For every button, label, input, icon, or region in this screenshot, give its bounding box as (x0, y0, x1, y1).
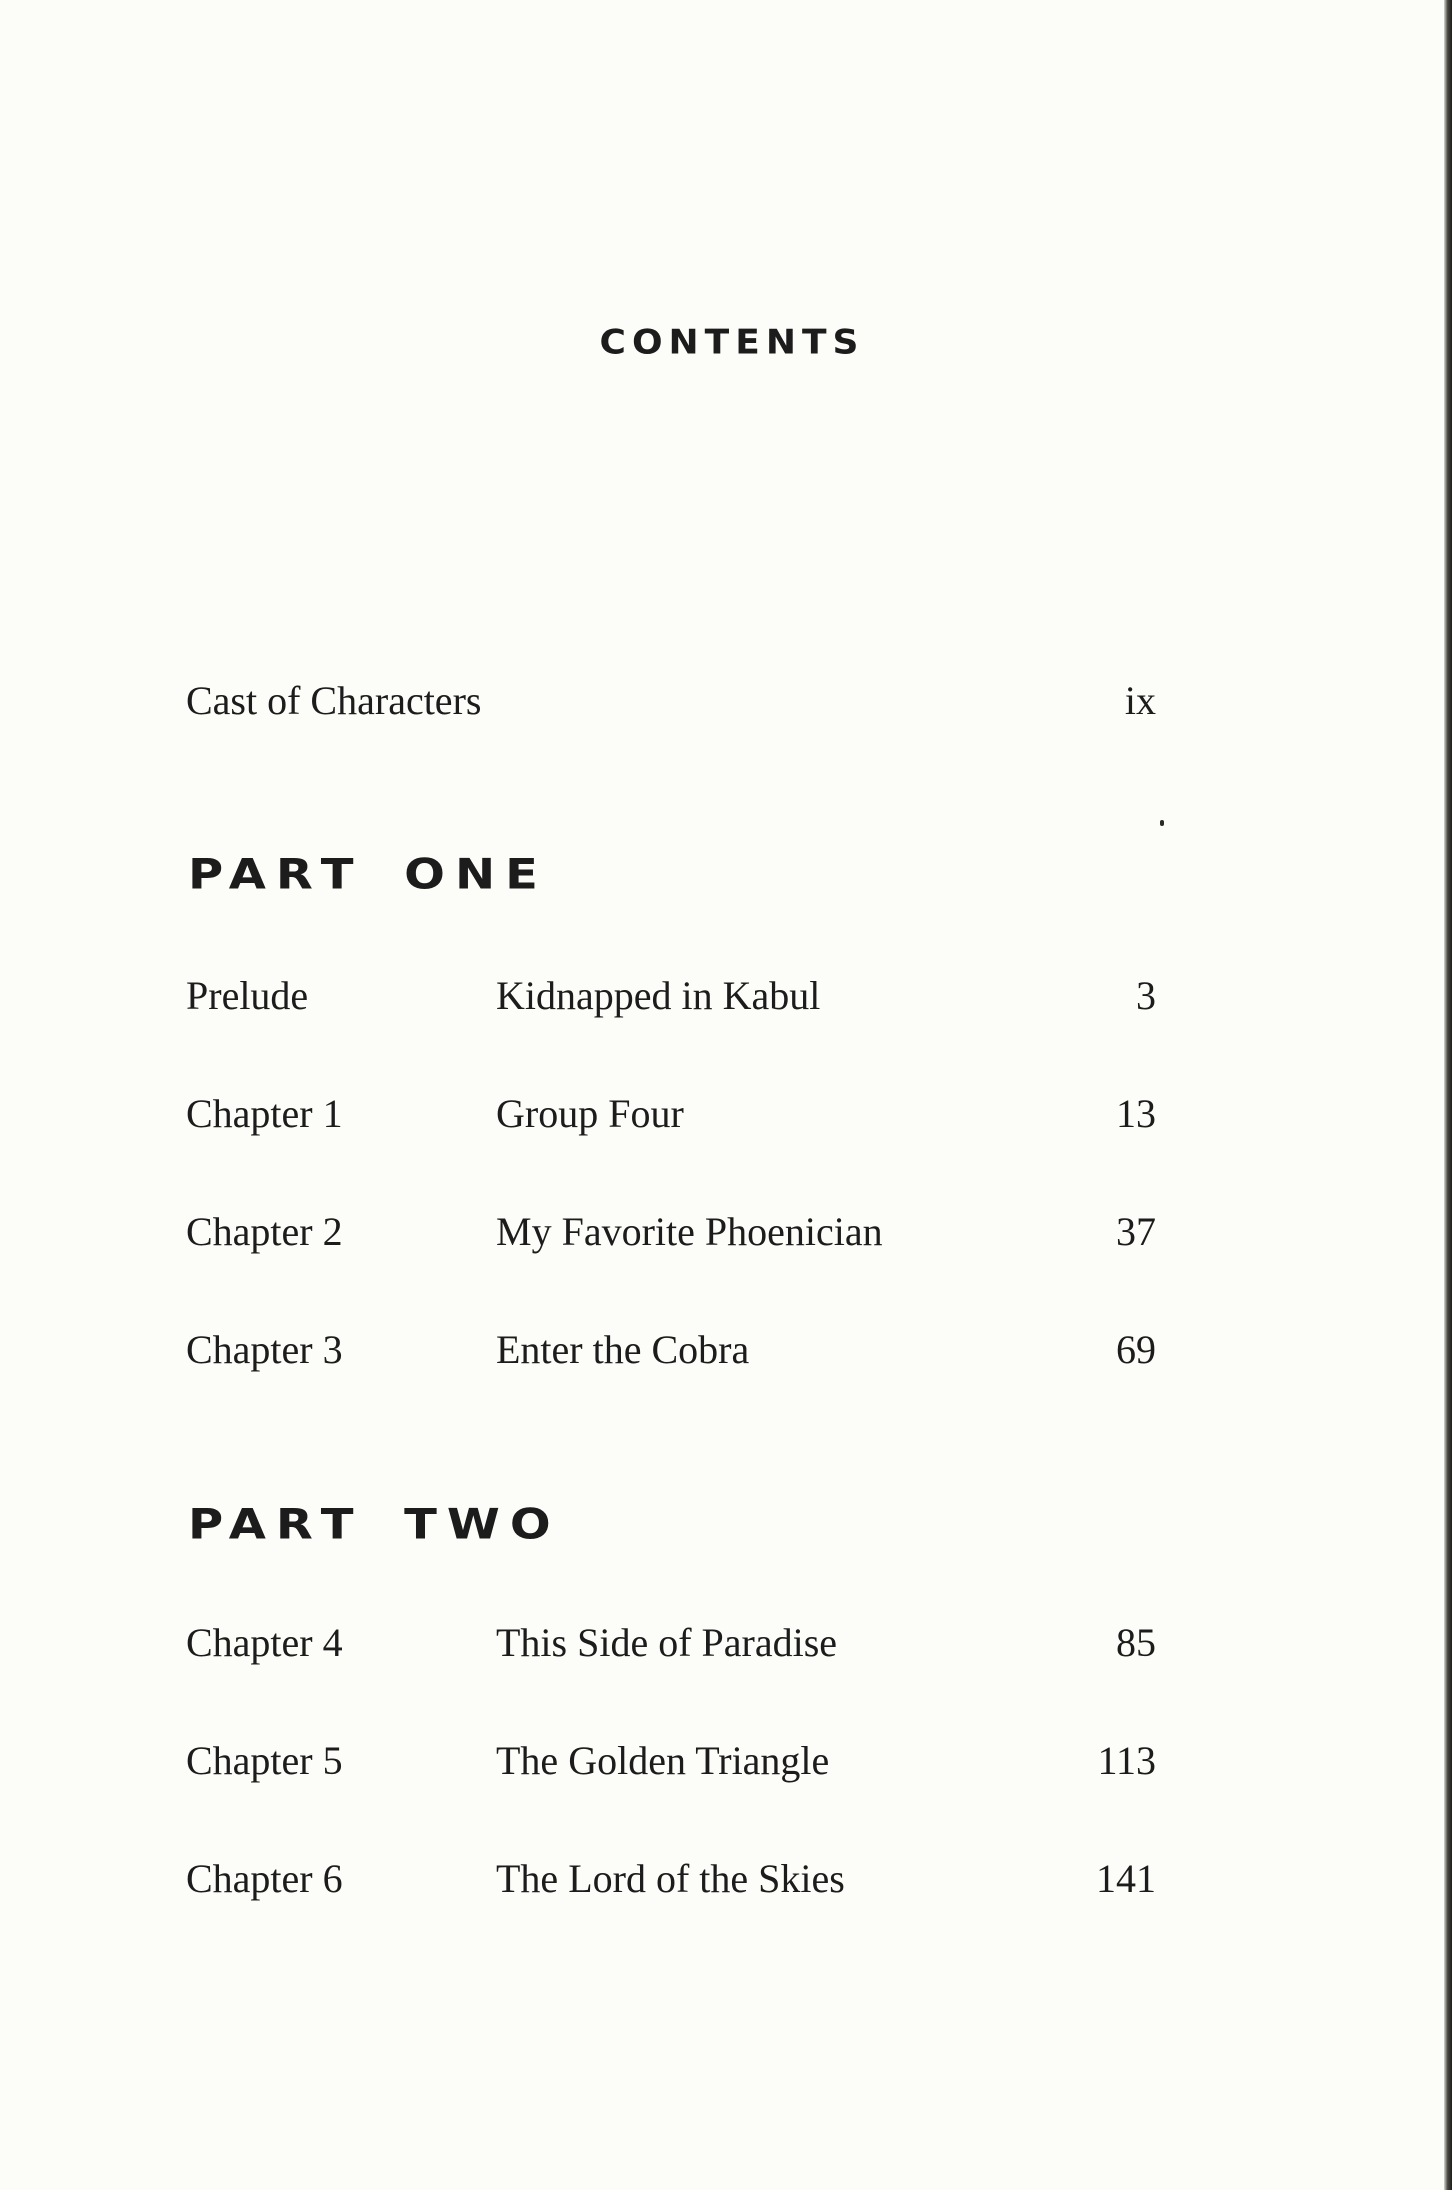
toc-entry-page: 37 (1116, 1209, 1156, 1254)
toc-entry (0, 1084, 1452, 1144)
toc-entry-label: Prelude (186, 973, 309, 1018)
toc-entry-label: Cast of Characters (186, 678, 482, 723)
toc-entry-label: Chapter 3 (186, 1327, 343, 1372)
toc-entry-title: My Favorite Phoenician (496, 1209, 883, 1254)
toc-entry (0, 1613, 1452, 1673)
toc-entry-title: Group Four (496, 1091, 684, 1136)
toc-entry-cast-of-characters (0, 671, 1452, 731)
toc-entry-page: 69 (1116, 1327, 1156, 1372)
toc-entry-page: ix (1124, 678, 1156, 723)
toc-entry-title: The Golden Triangle (496, 1738, 830, 1783)
toc-entry-title: Enter the Cobra (496, 1327, 750, 1372)
toc-entry-page: 85 (1116, 1620, 1156, 1665)
toc-entry (0, 1849, 1452, 1909)
toc-entry (0, 966, 1452, 1026)
toc-entry-page: 13 (1116, 1091, 1156, 1136)
toc-entry-title: Kidnapped in Kabul (496, 973, 821, 1018)
part-one-heading: PART ONE (188, 850, 548, 900)
part-two-heading: PART TWO (188, 1500, 561, 1550)
toc-entry-label: Chapter 2 (186, 1209, 343, 1254)
toc-entry-label: Chapter 5 (186, 1738, 343, 1783)
toc-entry-label: Chapter 6 (186, 1856, 343, 1901)
toc-entry-title: The Lord of the Skies (496, 1856, 845, 1901)
toc-entry-title: This Side of Paradise (496, 1620, 838, 1665)
toc-entry (0, 1731, 1452, 1791)
toc-entry (0, 1320, 1452, 1380)
toc-entry-label: Chapter 4 (186, 1620, 343, 1665)
toc-entry-page: 113 (1097, 1738, 1156, 1783)
toc-entry-label: Chapter 1 (186, 1091, 343, 1136)
print-speck (1160, 820, 1164, 826)
toc-entry-page: 3 (1136, 973, 1156, 1018)
contents-heading: CONTENTS (599, 323, 865, 362)
toc-entry-page: 141 (1096, 1856, 1156, 1901)
toc-entry (0, 1202, 1452, 1262)
